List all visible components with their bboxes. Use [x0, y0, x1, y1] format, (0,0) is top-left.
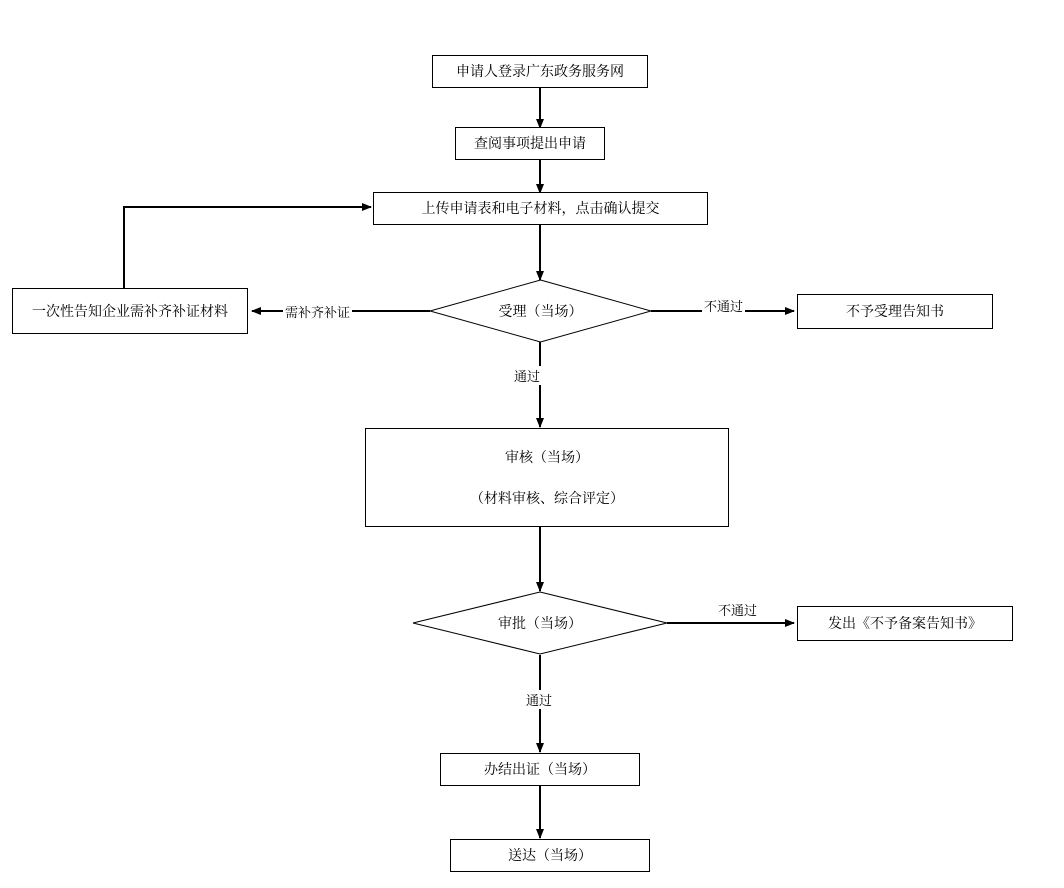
- node-finish: [440, 753, 640, 786]
- node-deliver-label: 送达（当场）: [508, 847, 592, 864]
- edge-label-approval-pass: 通过: [524, 690, 554, 709]
- node-no-record-notice-label: 发出《不予备案告知书》: [828, 615, 982, 632]
- node-approval: [413, 592, 667, 654]
- node-notice-supplement: [12, 288, 248, 334]
- node-accept-label: 受理（当场）: [498, 303, 583, 319]
- node-login-label: 申请人登录广东政务服务网: [456, 63, 624, 80]
- node-no-record-notice: [797, 606, 1013, 641]
- node-no-accept-notice: [797, 294, 993, 329]
- node-review: [365, 428, 729, 527]
- node-upload: [373, 192, 708, 225]
- node-notice-supplement-label: 一次性告知企业需补齐补证材料: [32, 302, 228, 319]
- node-no-accept-notice-label: 不予受理告知书: [846, 303, 944, 320]
- node-view-apply-label: 查阅事项提出申请: [474, 135, 586, 152]
- edge-label-need-supplement: 需补齐补证: [283, 302, 352, 321]
- edge-label-accept-fail: 不通过: [702, 296, 745, 315]
- node-view-apply: [455, 127, 605, 160]
- edge-label-accept-pass: 通过: [512, 366, 542, 385]
- node-accept: [430, 280, 651, 342]
- node-finish-label: 办结出证（当场）: [484, 761, 596, 778]
- node-review-label-secondary: （材料审核、综合评定）: [470, 489, 624, 506]
- node-approval-label: 审批（当场）: [498, 615, 582, 631]
- node-review-label-primary: 审核（当场）: [505, 449, 589, 466]
- node-upload-label: 上传申请表和电子材料，点击确认提交: [421, 200, 660, 217]
- edge-label-approval-fail: 不通过: [716, 600, 759, 619]
- node-deliver: [450, 839, 650, 872]
- node-login: [432, 55, 648, 88]
